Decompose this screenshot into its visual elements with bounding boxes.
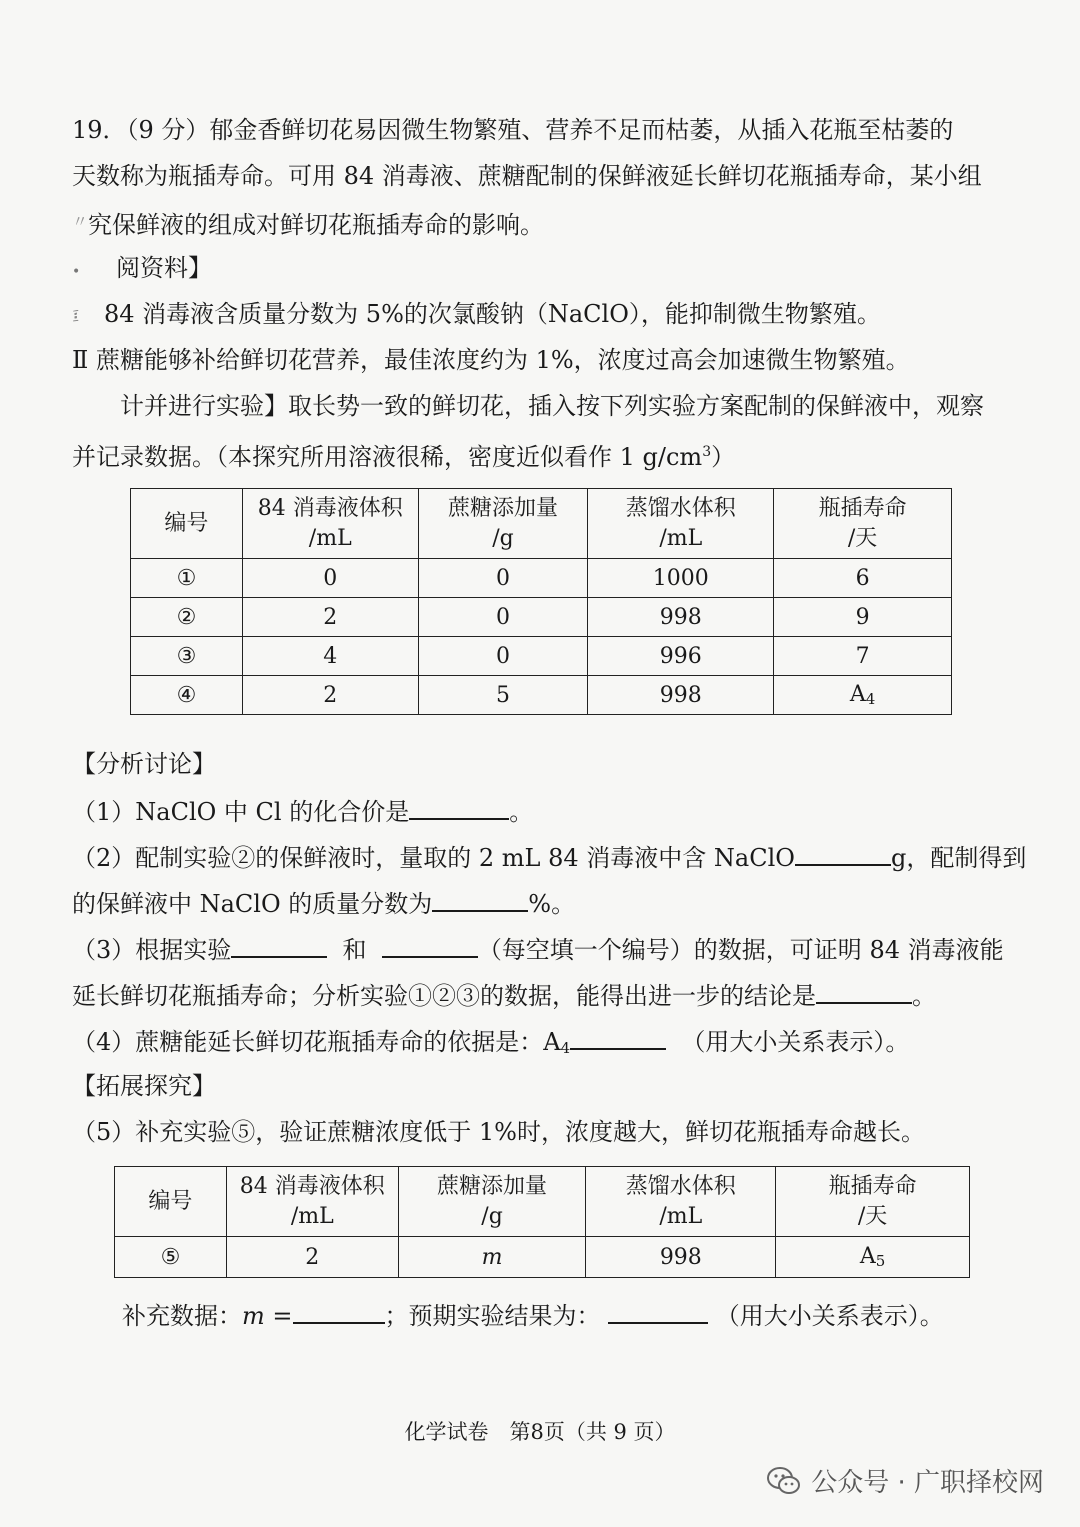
answer-blank — [432, 886, 528, 912]
question-2-line-2: 的保鲜液中 NaClO 的质量分数为 %。 — [72, 886, 1012, 920]
question-4: （4）蔗糖能延长鲜切花瓶插寿命的依据是：$A_4$ （用大小关系表示）。 — [72, 1024, 1012, 1064]
question-intro-line-3: 〃究保鲜液的组成对鲜切花瓶插寿命的影响。 — [72, 211, 545, 239]
design-line-2: 并记录数据。（本探究所用溶液很稀，密度近似看作 1 $g/cm^3$） — [72, 443, 736, 471]
cell: ① — [131, 559, 243, 598]
scan-artifact: • — [72, 264, 81, 280]
cell: 2 — [242, 676, 418, 715]
cell: 0 — [418, 637, 588, 676]
experiment-table-2 — [114, 1166, 970, 1278]
question-5: （5）补充实验⑤，验证蔗糖浓度低于 1%时，浓度越大，鲜切花瓶插寿命越长。 — [72, 1118, 925, 1146]
design-line-1: 计并进行实验】取长势一致的鲜切花，插入按下列实验方案配制的保鲜液中，观察 — [120, 392, 984, 420]
header-id: 编号 — [131, 489, 243, 559]
table-row — [131, 676, 952, 715]
cell: 6 — [774, 559, 952, 598]
question-intro-line-1: 19．（9 分）郁金香鲜切花易因微生物繁殖、营养不足而枯萎，从插入花瓶至枯萎的 — [72, 116, 954, 144]
answer-blank — [570, 1024, 666, 1050]
header-vase-life: 瓶插寿命 /天 — [774, 489, 952, 559]
supplement-line: 补充数据：m = ；预期实验结果为： （用大小关系表示）。 — [122, 1298, 1022, 1332]
cell: m — [398, 1237, 586, 1278]
wechat-icon — [767, 1466, 801, 1496]
cell: 0 — [242, 559, 418, 598]
cell: 9 — [774, 598, 952, 637]
cell: 4 — [242, 637, 418, 676]
header-water-volume: 蒸馏水体积 /mL — [588, 489, 774, 559]
answer-blank — [795, 840, 891, 866]
header-sucrose-mass: 蔗糖添加量 /g — [398, 1167, 586, 1237]
table-header-row — [131, 489, 952, 559]
answer-blank — [816, 978, 912, 1004]
cell: 1000 — [588, 559, 774, 598]
material-heading: • 阅资料】 — [72, 252, 1012, 288]
cell: 998 — [588, 598, 774, 637]
answer-blank — [608, 1298, 708, 1324]
answer-blank — [293, 1298, 385, 1324]
header-id: 编号 — [115, 1167, 227, 1237]
header-sucrose-mass: 蔗糖添加量 /g — [418, 489, 588, 559]
cell: ⑤ — [115, 1237, 227, 1278]
scan-artifact: 〃 — [72, 212, 89, 231]
cell: 0 — [418, 559, 588, 598]
question-3-line-1: （3）根据实验 和 （每空填一个编号）的数据，可证明 84 消毒液能 — [72, 932, 1012, 966]
header-disinfectant-volume: 84 消毒液体积 /mL — [226, 1167, 398, 1237]
material-item-1: ፤ 84 消毒液含质量分数为 5%的次氯酸钠（NaClO），能抑制微生物繁殖。 — [72, 298, 1012, 333]
cell: 5 — [418, 676, 588, 715]
table-header-row — [115, 1167, 970, 1237]
cell: ③ — [131, 637, 243, 676]
cell: 7 — [774, 637, 952, 676]
cell: 2 — [242, 598, 418, 637]
table-row — [131, 598, 952, 637]
analysis-heading: 【分析讨论】 — [72, 750, 216, 778]
table-row — [115, 1237, 970, 1278]
cell: ④ — [131, 676, 243, 715]
answer-blank — [382, 932, 478, 958]
question-1: （1）NaClO 中 Cl 的化合价是 。 — [72, 794, 1012, 828]
cell: 996 — [588, 637, 774, 676]
page-footer: 化学试卷 第8页（共 9 页） — [404, 1420, 676, 1444]
header-disinfectant-volume: 84 消毒液体积 /mL — [242, 489, 418, 559]
header-vase-life: 瓶插寿命 /天 — [776, 1167, 970, 1237]
cell: $A_4$ — [774, 676, 952, 715]
question-3-line-2: 延长鲜切花瓶插寿命；分析实验①②③的数据，能得出进一步的结论是 。 — [72, 978, 1012, 1012]
cell: 998 — [588, 676, 774, 715]
header-water-volume: 蒸馏水体积 /mL — [586, 1167, 776, 1237]
watermark-text: 公众号 · 广职择校网 — [811, 1468, 1044, 1498]
cell: 0 — [418, 598, 588, 637]
scan-artifact: ፤ — [72, 306, 80, 327]
cell: $A_5$ — [776, 1237, 970, 1278]
question-2-line-1: （2）配制实验②的保鲜液时，量取的 2 mL 84 消毒液中含 NaClO g，配制得到 — [72, 840, 1012, 874]
question-intro-line-2: 天数称为瓶插寿命。可用 84 消毒液、蔗糖配制的保鲜液延长鲜切花瓶插寿命，某小组 — [72, 162, 982, 190]
table-row — [131, 637, 952, 676]
cell: 998 — [586, 1237, 776, 1278]
answer-blank — [231, 932, 327, 958]
extension-heading: 【拓展探究】 — [72, 1072, 216, 1100]
watermark — [767, 1462, 1044, 1499]
experiment-table-1 — [130, 488, 952, 715]
cell: 2 — [226, 1237, 398, 1278]
table-row — [131, 559, 952, 598]
material-item-2: Ⅱ 蔗糖能够补给鲜切花营养，最佳浓度约为 1%，浓度过高会加速微生物繁殖。 — [72, 346, 910, 374]
answer-blank — [409, 794, 509, 820]
cell: ② — [131, 598, 243, 637]
